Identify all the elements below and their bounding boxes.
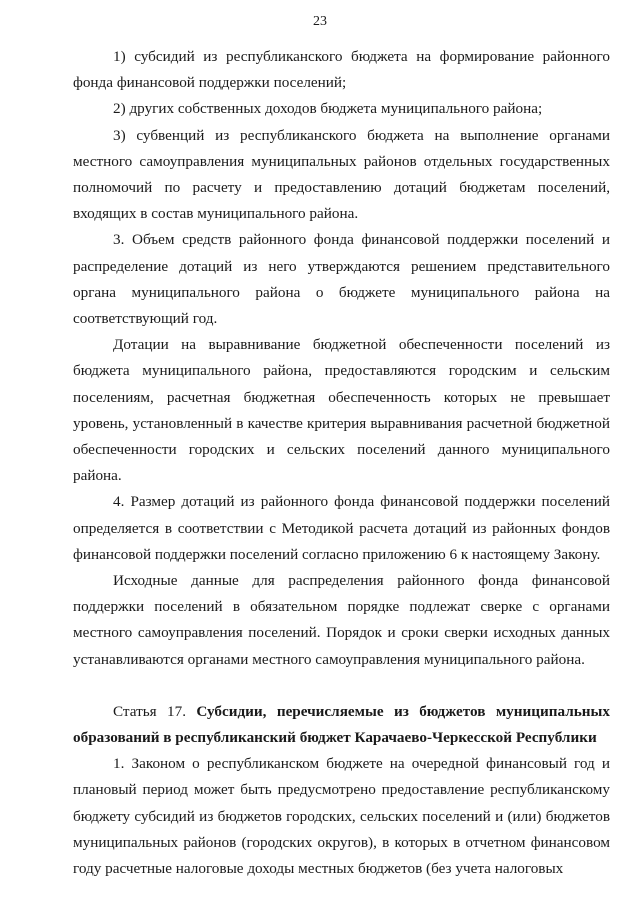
document-body [73, 44, 610, 882]
paragraph: Дотации на выравнивание бюджетной обеспеченности поселений из бюджета муниципального района, предоставляются городским и сельским поселениям, расчетная бюджетная обеспеченность которых не превышает уровень, установленный в качестве критерия выравнивания расчетной бюджетной обеспеченности городских и сельских поселений данного муниципального района. [73, 336, 610, 485]
article-title: Субсидии, перечисляемые из бюджетов муниципальных образований в республиканский бюджет Карачаево-Черкесской Республики [73, 702, 610, 747]
paragraph: 3) субвенций из республиканского бюджета на выполнение органами местного самоуправления муниципальных районов отдельных государственных полномочий по расчету и предоставлению дотаций бюджетам поселений, входящих в состав муниципального района. [73, 126, 610, 223]
section-spacer [73, 673, 610, 699]
page-number: 23 [313, 14, 327, 29]
paragraph: Исходные данные для распределения районного фонда финансовой поддержки поселений в обязательном порядке подлежат сверке с органами местного самоуправления поселений. Порядок и сроки сверки исходных данных устанавливаются органами местного самоуправления муниципального района. [73, 572, 610, 668]
article-label: Статья 17. [113, 702, 187, 720]
paragraph: 2) других собственных доходов бюджета муниципального района; [113, 100, 543, 118]
paragraph: 3. Объем средств районного фонда финансовой поддержки поселений и распределение дотаций из него утверждаются решением представительного органа муниципального района о бюджете муниципального района на соответствующий год. [73, 231, 610, 328]
paragraph: 4. Размер дотаций из районного фонда финансовой поддержки поселений определяется в соответствии с Методикой расчета дотаций из районных фондов финансовой поддержки поселений согласно приложению 6 к настоящему Закону. [73, 493, 610, 563]
paragraph: 1) субсидий из республиканского бюджета на формирование районного фонда финансовой поддержки поселений; [73, 48, 610, 92]
article-heading [73, 699, 610, 751]
paragraph: 1. Законом о республиканском бюджете на очередной финансовый год и плановый период может быть предусмотрено предоставление республиканскому бюджету субсидий из бюджетов городских, сельских поселений и (или) бюджетов муниципальных районов (городских округов), в которых в отчетном финансовом году расчетные налоговые доходы местных бюджетов (без учета налоговых [73, 755, 610, 878]
